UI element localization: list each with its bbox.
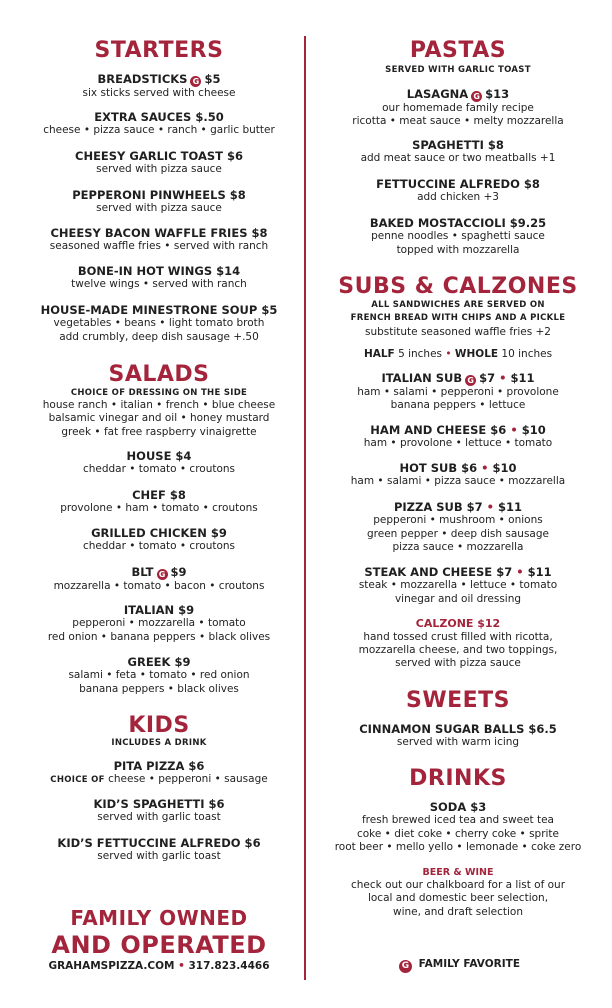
item-whole-price: $10 (492, 461, 517, 475)
item-price: $13 (485, 87, 510, 101)
subs-size-legend: HALF 5 inches • WHOLE 10 inches (363, 348, 553, 360)
item-half-price: $7 (466, 500, 483, 514)
item-name: FETTUCCINE ALFREDO $8 (376, 177, 540, 191)
item-desc: served with pizza sauce (96, 163, 222, 176)
menu-item-house-salad (18, 450, 300, 477)
item-name: CINNAMON SUGAR BALLS $6.5 (359, 722, 557, 736)
item-desc: add chicken +3 (417, 191, 499, 204)
dressing-list (18, 399, 300, 439)
item-name: HAM AND CHEESE (370, 423, 487, 437)
menu-item-calzone (316, 618, 600, 671)
menu-item-chef-salad (18, 489, 300, 516)
item-name: BLT (131, 565, 154, 579)
item-name: BONE-IN HOT WINGS $14 (77, 264, 241, 278)
item-name: STEAK AND CHEESE (364, 565, 493, 579)
item-desc-extra: topped with mozzarella (396, 243, 520, 256)
subs-subtitle-2: FRENCH BREAD WITH CHIPS AND A PICKLE (350, 313, 566, 323)
footer-and-operated: AND OPERATED (51, 931, 267, 959)
item-name: BREADSTICKS (97, 72, 188, 86)
menu-item-minestrone (18, 304, 300, 344)
item-name: PEPPERONI PINWHEELS $8 (72, 188, 246, 202)
item-desc-extra: local and domestic beer selection, (367, 892, 549, 905)
item-desc: ham • salami • pizza sauce • mozzarella (350, 475, 566, 488)
family-favorite-icon: G (399, 960, 412, 973)
family-favorite-icon: G (157, 569, 168, 580)
item-desc: pepperoni • mushroom • onions (373, 514, 543, 527)
legend (316, 958, 600, 973)
item-price: $5 (204, 72, 221, 86)
item-desc-extra: banana peppers • lettuce (390, 399, 526, 412)
menu-item-kids-spaghetti (18, 798, 300, 825)
menu-item-extra-sauces (18, 111, 300, 138)
item-price: $9 (170, 565, 187, 579)
item-desc: served with warm icing (396, 736, 520, 749)
item-desc-extra: wine, and draft selection (393, 905, 523, 918)
menu-item-breadsticks (18, 73, 300, 100)
item-desc-extra: served with pizza sauce (395, 657, 521, 670)
item-name: HOUSE-MADE MINESTRONE SOUP $5 (40, 303, 278, 317)
sweets-heading: SWEETS (405, 688, 511, 713)
menu-item-waffle-fries (18, 227, 300, 254)
menu-item-steak-and-cheese: STEAK AND CHEESE $7 • $11 steak • mozzarella • lettuce • tomato vinegar and oil dressing (316, 566, 600, 606)
item-name: HOUSE $4 (126, 449, 192, 463)
item-name: CHEESY BACON WAFFLE FRIES $8 (50, 226, 268, 240)
item-desc: vegetables • beans • light tomato broth (53, 317, 265, 330)
item-name: PITA PIZZA $6 (113, 759, 205, 773)
pastas-heading: PASTAS (409, 38, 507, 63)
menu-item-blt-salad (18, 566, 300, 593)
item-desc-extra: green pepper • deep dish sausage (367, 527, 549, 540)
item-desc: fresh brewed iced tea and sweet tea (361, 814, 554, 827)
item-desc: served with garlic toast (97, 850, 221, 863)
legend-label: FAMILY FAVORITE (418, 958, 520, 970)
item-name: GREEK $9 (127, 655, 191, 669)
item-name: ITALIAN $9 (123, 603, 195, 617)
menu-item-baked-mostaccioli (316, 217, 600, 257)
salads-subtitle: CHOICE OF DRESSING ON THE SIDE (70, 388, 248, 398)
item-desc: cheese • pizza sauce • ranch • garlic butter (43, 124, 275, 137)
item-desc: check out our chalkboard for a list of our (350, 878, 566, 891)
starters-heading: STARTERS (94, 38, 224, 63)
item-desc-extra: pizza sauce • mozzarella (392, 541, 524, 554)
menu-item-italian-salad (18, 604, 300, 644)
item-half-price: $6 (490, 423, 507, 437)
subs-subtitle-1: ALL SANDWICHES ARE SERVED ON (371, 300, 545, 310)
item-desc: pepperoni • mozzarella • tomato (72, 617, 246, 630)
item-desc-extra: add crumbly, deep dish sausage +.50 (59, 330, 259, 343)
item-desc: cheddar • tomato • croutons (82, 540, 236, 553)
kids-subtitle: INCLUDES A DRINK (111, 738, 207, 748)
item-name: PIZZA SUB (393, 500, 463, 514)
salads-heading: SALADS (108, 362, 210, 387)
menu-item-cinnamon-sugar-balls (316, 723, 600, 750)
dressing-line: balsamic vinegar and oil • honey mustard (48, 412, 270, 425)
menu-item-ham-and-cheese: HAM AND CHEESE $6 • $10 ham • provolone • lettuce • tomato (316, 424, 600, 451)
item-desc-extra: root beer • mello yello • lemonade • coke zero (334, 841, 582, 854)
item-desc: served with pizza sauce (96, 202, 222, 215)
menu-item-pizza-sub: PIZZA SUB $7 • $11 pepperoni • mushroom • onions green pepper • deep dish sausage pizza sauce • mozzarella (316, 501, 600, 554)
item-desc-extra: red onion • banana peppers • black olives (47, 630, 271, 643)
item-desc: served with garlic toast (97, 811, 221, 824)
whole-label: WHOLE (454, 348, 499, 360)
kids-heading: KIDS (128, 713, 190, 738)
menu-item-italian-sub: ITALIAN SUB G $7 • $11 ham • salami • pepperoni • provolone banana peppers • lettuce (316, 372, 600, 413)
item-desc: seasoned waffle fries • served with ranch (49, 240, 269, 253)
item-desc-extra: banana peppers • black olives (79, 682, 239, 695)
footer-family-owned: FAMILY OWNED (70, 906, 248, 930)
item-desc: salami • feta • tomato • red onion (68, 669, 250, 682)
menu-item-hot-sub: HOT SUB $6 • $10 ham • salami • pizza sauce • mozzarella (316, 462, 600, 489)
item-name: BAKED MOSTACCIOLI $9.25 (369, 216, 547, 230)
item-name: HOT SUB (399, 461, 458, 475)
item-desc: cheddar • tomato • croutons (82, 463, 236, 476)
family-favorite-icon: G (465, 375, 476, 386)
item-name: KID’S FETTUCCINE ALFREDO $6 (57, 836, 261, 850)
item-whole-price: $10 (521, 423, 546, 437)
item-desc: steak • mozzarella • lettuce • tomato (358, 579, 558, 592)
footer-contact (18, 960, 300, 973)
dressing-line: greek • fat free raspberry vinaigrette (61, 425, 257, 438)
item-name: CHEF $8 (132, 488, 186, 502)
family-favorite-icon: G (190, 76, 201, 87)
item-desc: hand tossed crust filled with ricotta, (363, 630, 553, 643)
item-desc: six sticks served with cheese (82, 87, 236, 99)
item-desc: cheese • pepperoni • sausage (108, 773, 268, 786)
item-desc: twelve wings • served with ranch (71, 278, 247, 291)
item-half-price: $7 (496, 565, 513, 579)
menu-item-lasagna (316, 88, 600, 129)
column-divider (304, 36, 306, 980)
item-name: LASAGNA (406, 87, 469, 101)
item-desc-extra: mozzarella cheese, and two toppings, (358, 644, 558, 657)
item-name: KID’S SPAGHETTI $6 (93, 797, 225, 811)
item-name: ITALIAN SUB (381, 371, 463, 385)
item-name: GRILLED CHICKEN $9 (91, 526, 227, 540)
menu-item-pepperoni-pinwheels (18, 189, 300, 216)
menu-item-greek-salad (18, 656, 300, 696)
item-desc-extra: ricotta • meat sauce • melty mozzarella (352, 115, 564, 128)
menu-item-beer-wine (316, 868, 600, 919)
item-desc-extra: coke • diet coke • cherry coke • sprite (356, 827, 560, 840)
subs-substitute: substitute seasoned waffle fries +2 (364, 326, 551, 338)
item-name: CALZONE $12 (415, 617, 501, 630)
menu-item-fettuccine-alfredo (316, 178, 600, 205)
phone-number[interactable]: 317.823.4466 (188, 960, 270, 972)
item-half-price: $7 (479, 371, 496, 385)
item-whole-price: $11 (527, 565, 552, 579)
menu-item-soda (316, 801, 600, 854)
item-name: EXTRA SAUCES $.50 (94, 110, 224, 124)
website-link[interactable]: GRAHAMSPIZZA.COM (48, 960, 175, 972)
item-name: CHEESY GARLIC TOAST $6 (75, 149, 243, 163)
menu-item-grilled-chicken-salad (18, 527, 300, 554)
half-value: 5 inches (398, 348, 443, 360)
item-desc: our homemade family recipe (382, 102, 534, 114)
item-desc: ham • provolone • lettuce • tomato (363, 437, 553, 450)
item-name: BEER & WINE (422, 867, 494, 878)
menu-item-hot-wings (18, 265, 300, 292)
menu-item-spaghetti (316, 139, 600, 166)
item-desc-extra: vinegar and oil dressing (394, 592, 522, 605)
menu-item-cheesy-garlic-toast (18, 150, 300, 177)
item-name: SODA $3 (429, 800, 487, 814)
item-desc: penne noodles • spaghetti sauce (371, 230, 545, 243)
menu-item-pita-pizza (18, 760, 300, 787)
item-whole-price: $11 (498, 500, 523, 514)
pastas-subtitle: SERVED WITH GARLIC TOAST (385, 65, 531, 75)
item-name: SPAGHETTI $8 (412, 138, 504, 152)
item-whole-price: $11 (510, 371, 535, 385)
item-desc: mozzarella • tomato • bacon • croutons (53, 580, 265, 592)
separator: • (178, 960, 185, 972)
item-half-price: $6 (461, 461, 478, 475)
item-desc: add meat sauce or two meatballs +1 (360, 152, 556, 165)
whole-value: 10 inches (501, 348, 553, 360)
dressing-line: house ranch • italian • french • blue cheese (42, 399, 276, 411)
drinks-heading: DRINKS (409, 766, 507, 791)
subs-heading: SUBS & CALZONES (338, 274, 578, 299)
item-desc: provolone • ham • tomato • croutons (60, 502, 258, 515)
item-desc: ham • salami • pepperoni • provolone (357, 386, 559, 398)
item-prefix: CHOICE OF (50, 775, 105, 786)
family-favorite-icon: G (471, 91, 482, 102)
menu-item-kids-fettuccine (18, 837, 300, 864)
half-label: HALF (363, 348, 395, 360)
